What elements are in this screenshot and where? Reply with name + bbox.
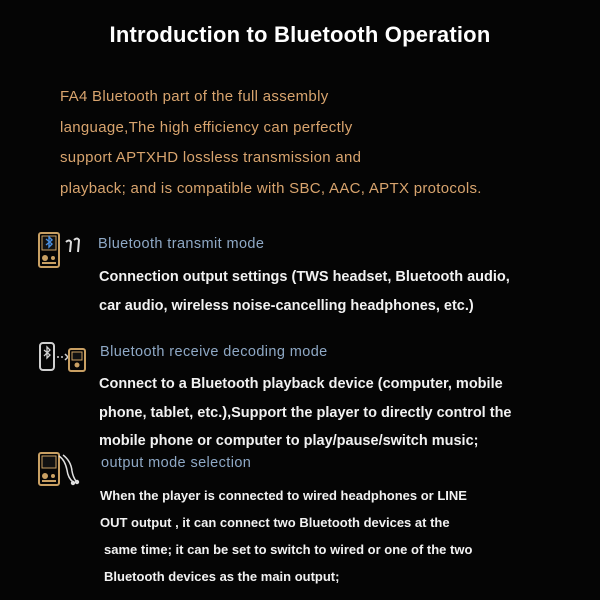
intro-line: language,The high efficiency can perfectly [60,118,353,136]
page-title: Introduction to Bluetooth Operation [109,22,491,47]
body-line: When the player is connected to wired headphones or LINE [100,488,467,503]
section-title-receive: Bluetooth receive decoding mode [100,344,328,360]
body-line: same time; it can be set to switch to wired or one of the two [104,542,473,557]
intro-line: support APTXHD lossless transmission and [60,149,362,166]
section-body-receive [99,370,512,456]
body-line: car audio, wireless noise-cancelling headphones, etc.) [99,298,474,314]
intro-line: playback; and is compatible with SBC, AAC, APTX protocols. [60,179,482,197]
body-line: Connect to a Bluetooth playback device (computer, mobile [99,376,503,392]
section-body-transmit [99,263,510,321]
body-line: mobile phone or computer to play/pause/switch music; [99,433,479,449]
player-with-earbuds-icon [38,232,82,275]
section-body-output [100,482,472,590]
player-with-wired-headphones-icon [38,452,82,493]
section-title-transmit: Bluetooth transmit mode [98,236,265,252]
phone-to-player-icon [38,340,88,379]
intro-paragraph [60,82,580,204]
body-line: Connection output settings (TWS headset, Bluetooth audio, [99,269,510,285]
section-title-output: output mode selection [101,455,252,471]
body-line: OUT output , it can connect two Bluetooth devices at the [100,515,450,530]
intro-line: FA4 Bluetooth part of the full assembly [60,88,329,105]
body-line: phone, tablet, etc.),Support the player to directly control the [99,404,512,421]
body-line: Bluetooth devices as the main output; [104,569,340,584]
